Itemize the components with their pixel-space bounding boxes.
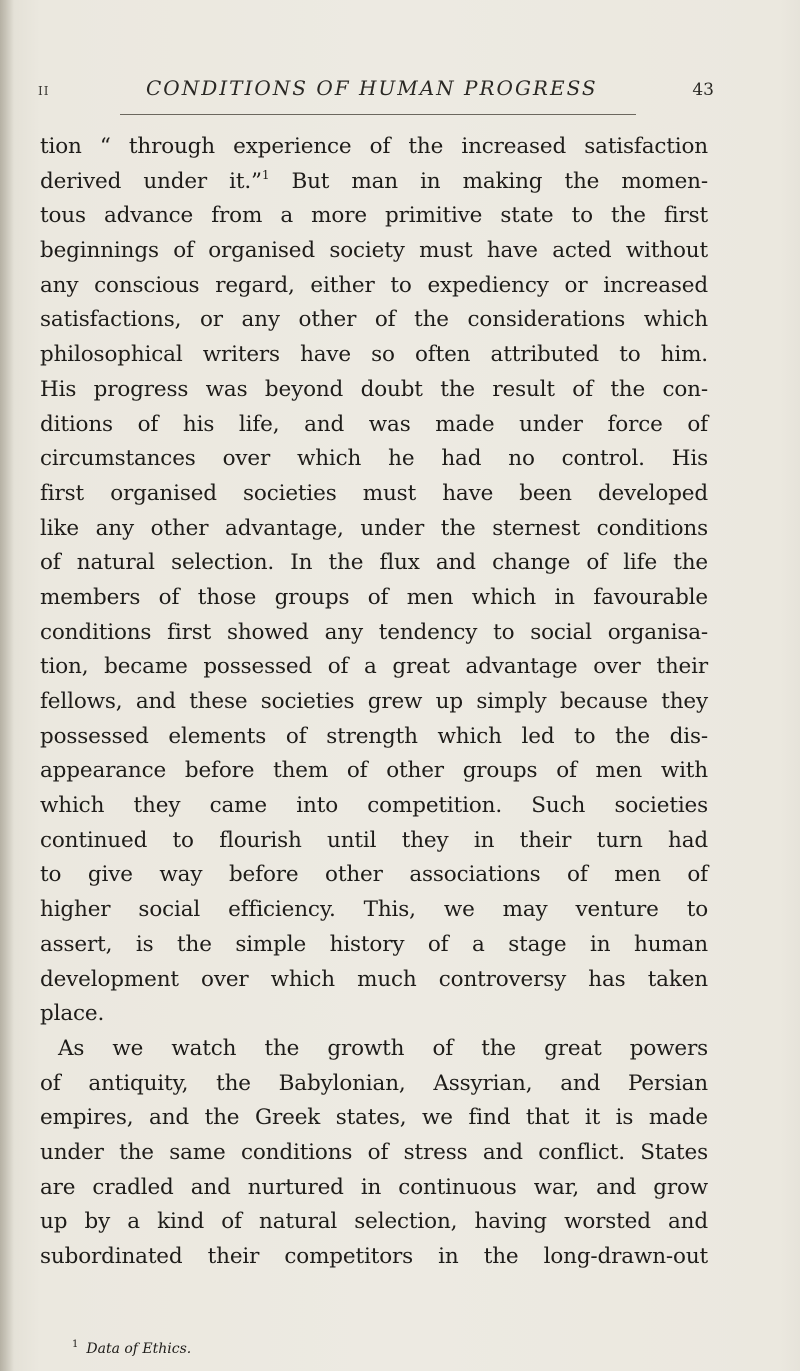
text-line	[40, 928, 708, 963]
text-line	[40, 546, 708, 581]
text-line-content: satisfactions, or any other of the considerations which	[40, 307, 708, 333]
footnote-reference: 1	[261, 167, 270, 182]
footnote-text: Data of Ethics.	[86, 1341, 192, 1357]
text-line	[40, 720, 708, 755]
text-line-content: tion, became possessed of a great advantage over their	[40, 654, 708, 680]
text-line	[40, 442, 708, 477]
text-line	[40, 269, 708, 304]
text-line	[40, 963, 708, 998]
text-line	[40, 754, 708, 789]
text-line-content: possessed elements of strength which led to the dis-	[40, 723, 708, 749]
text-line	[40, 1171, 708, 1206]
text-line	[40, 893, 708, 928]
page-gutter-shadow	[0, 0, 14, 1371]
text-line	[40, 997, 708, 1032]
text-line	[40, 408, 708, 443]
text-line	[40, 1240, 708, 1275]
header-rule	[120, 114, 636, 115]
text-line-content: under the same conditions of stress and conflict. States	[40, 1139, 708, 1165]
text-line-content: His progress was beyond doubt the result of the con-	[40, 376, 708, 402]
text-line	[40, 1136, 708, 1171]
text-line-content: up by a kind of natural selection, having worsted and	[40, 1209, 708, 1235]
text-line	[40, 650, 708, 685]
text-line-content: higher social efficiency. This, we may venture to	[40, 897, 708, 923]
text-line-content: ditions of his life, and was made under force of	[40, 411, 708, 437]
text-line	[40, 373, 708, 408]
text-line-content: philosophical writers have so often attributed to him.	[40, 342, 708, 368]
text-line-content: fellows, and these societies grew up simply because they	[40, 689, 708, 714]
text-line	[40, 685, 708, 720]
footnote-number: 1	[72, 1339, 79, 1350]
text-line	[40, 581, 708, 616]
text-line	[40, 234, 708, 269]
text-line-content: development over which much controversy has taken	[40, 966, 708, 992]
text-line-content: place.	[40, 1001, 105, 1027]
text-line	[40, 616, 708, 651]
text-line	[40, 338, 708, 373]
body-text	[40, 130, 708, 1275]
text-line	[40, 130, 708, 165]
text-line	[40, 165, 708, 200]
text-line	[40, 824, 708, 859]
text-line-content: appearance before them of other groups of men with	[40, 758, 708, 784]
text-line-content: first organised societies must have been developed	[40, 480, 708, 506]
page-number: 43	[692, 80, 714, 100]
running-title: CONDITIONS OF HUMAN PROGRESS	[146, 76, 598, 100]
text-line-content: tous advance from a more primitive state to the first	[40, 203, 708, 229]
text-line	[40, 1101, 708, 1136]
text-line-content: empires, and the Greek states, we find that it is made	[40, 1105, 708, 1131]
text-line-content: circumstances over which he had no control. His	[40, 446, 708, 472]
text-line	[40, 477, 708, 512]
text-line	[40, 512, 708, 547]
text-line-content: assert, is the simple history of a stage in human	[40, 931, 708, 957]
text-line	[40, 858, 708, 893]
text-line-content: of natural selection. In the flux and change of life the	[40, 550, 708, 576]
text-line	[40, 789, 708, 824]
text-line-content: any conscious regard, either to expediency or increased	[40, 272, 708, 298]
text-line	[40, 1067, 708, 1102]
text-line-content: members of those groups of men which in favourable	[40, 584, 708, 610]
text-line-content: like any other advantage, under the sternest conditions	[40, 515, 708, 541]
text-line	[40, 1032, 708, 1067]
text-line-content: conditions first showed any tendency to social organisa-	[40, 619, 708, 645]
footnote	[72, 1341, 191, 1357]
text-line-content: beginnings of organised society must have acted without	[40, 238, 708, 264]
text-line-content: As we watch the growth of the great powers	[58, 1035, 708, 1061]
text-line	[40, 303, 708, 338]
text-line-content: which they came into competition. Such societies	[40, 793, 708, 819]
text-line-content: to give way before other associations of men of	[40, 862, 708, 888]
chapter-numeral: II	[38, 84, 50, 98]
text-line-continuation: But man in making the momen-	[269, 168, 708, 194]
text-line-content: are cradled and nurtured in continuous war, and grow	[40, 1174, 708, 1200]
text-line-content: derived under it.”	[40, 168, 262, 194]
text-line	[40, 199, 708, 234]
running-header	[38, 76, 738, 108]
text-line-content: continued to flourish until they in their turn had	[40, 827, 708, 853]
text-line-content: of antiquity, the Babylonian, Assyrian, and Persian	[40, 1070, 708, 1096]
text-line-content: tion “ through experience of the increased satisfaction	[40, 134, 708, 159]
text-line	[40, 1205, 708, 1240]
text-line-content: subordinated their competitors in the long-drawn-out	[40, 1244, 708, 1269]
